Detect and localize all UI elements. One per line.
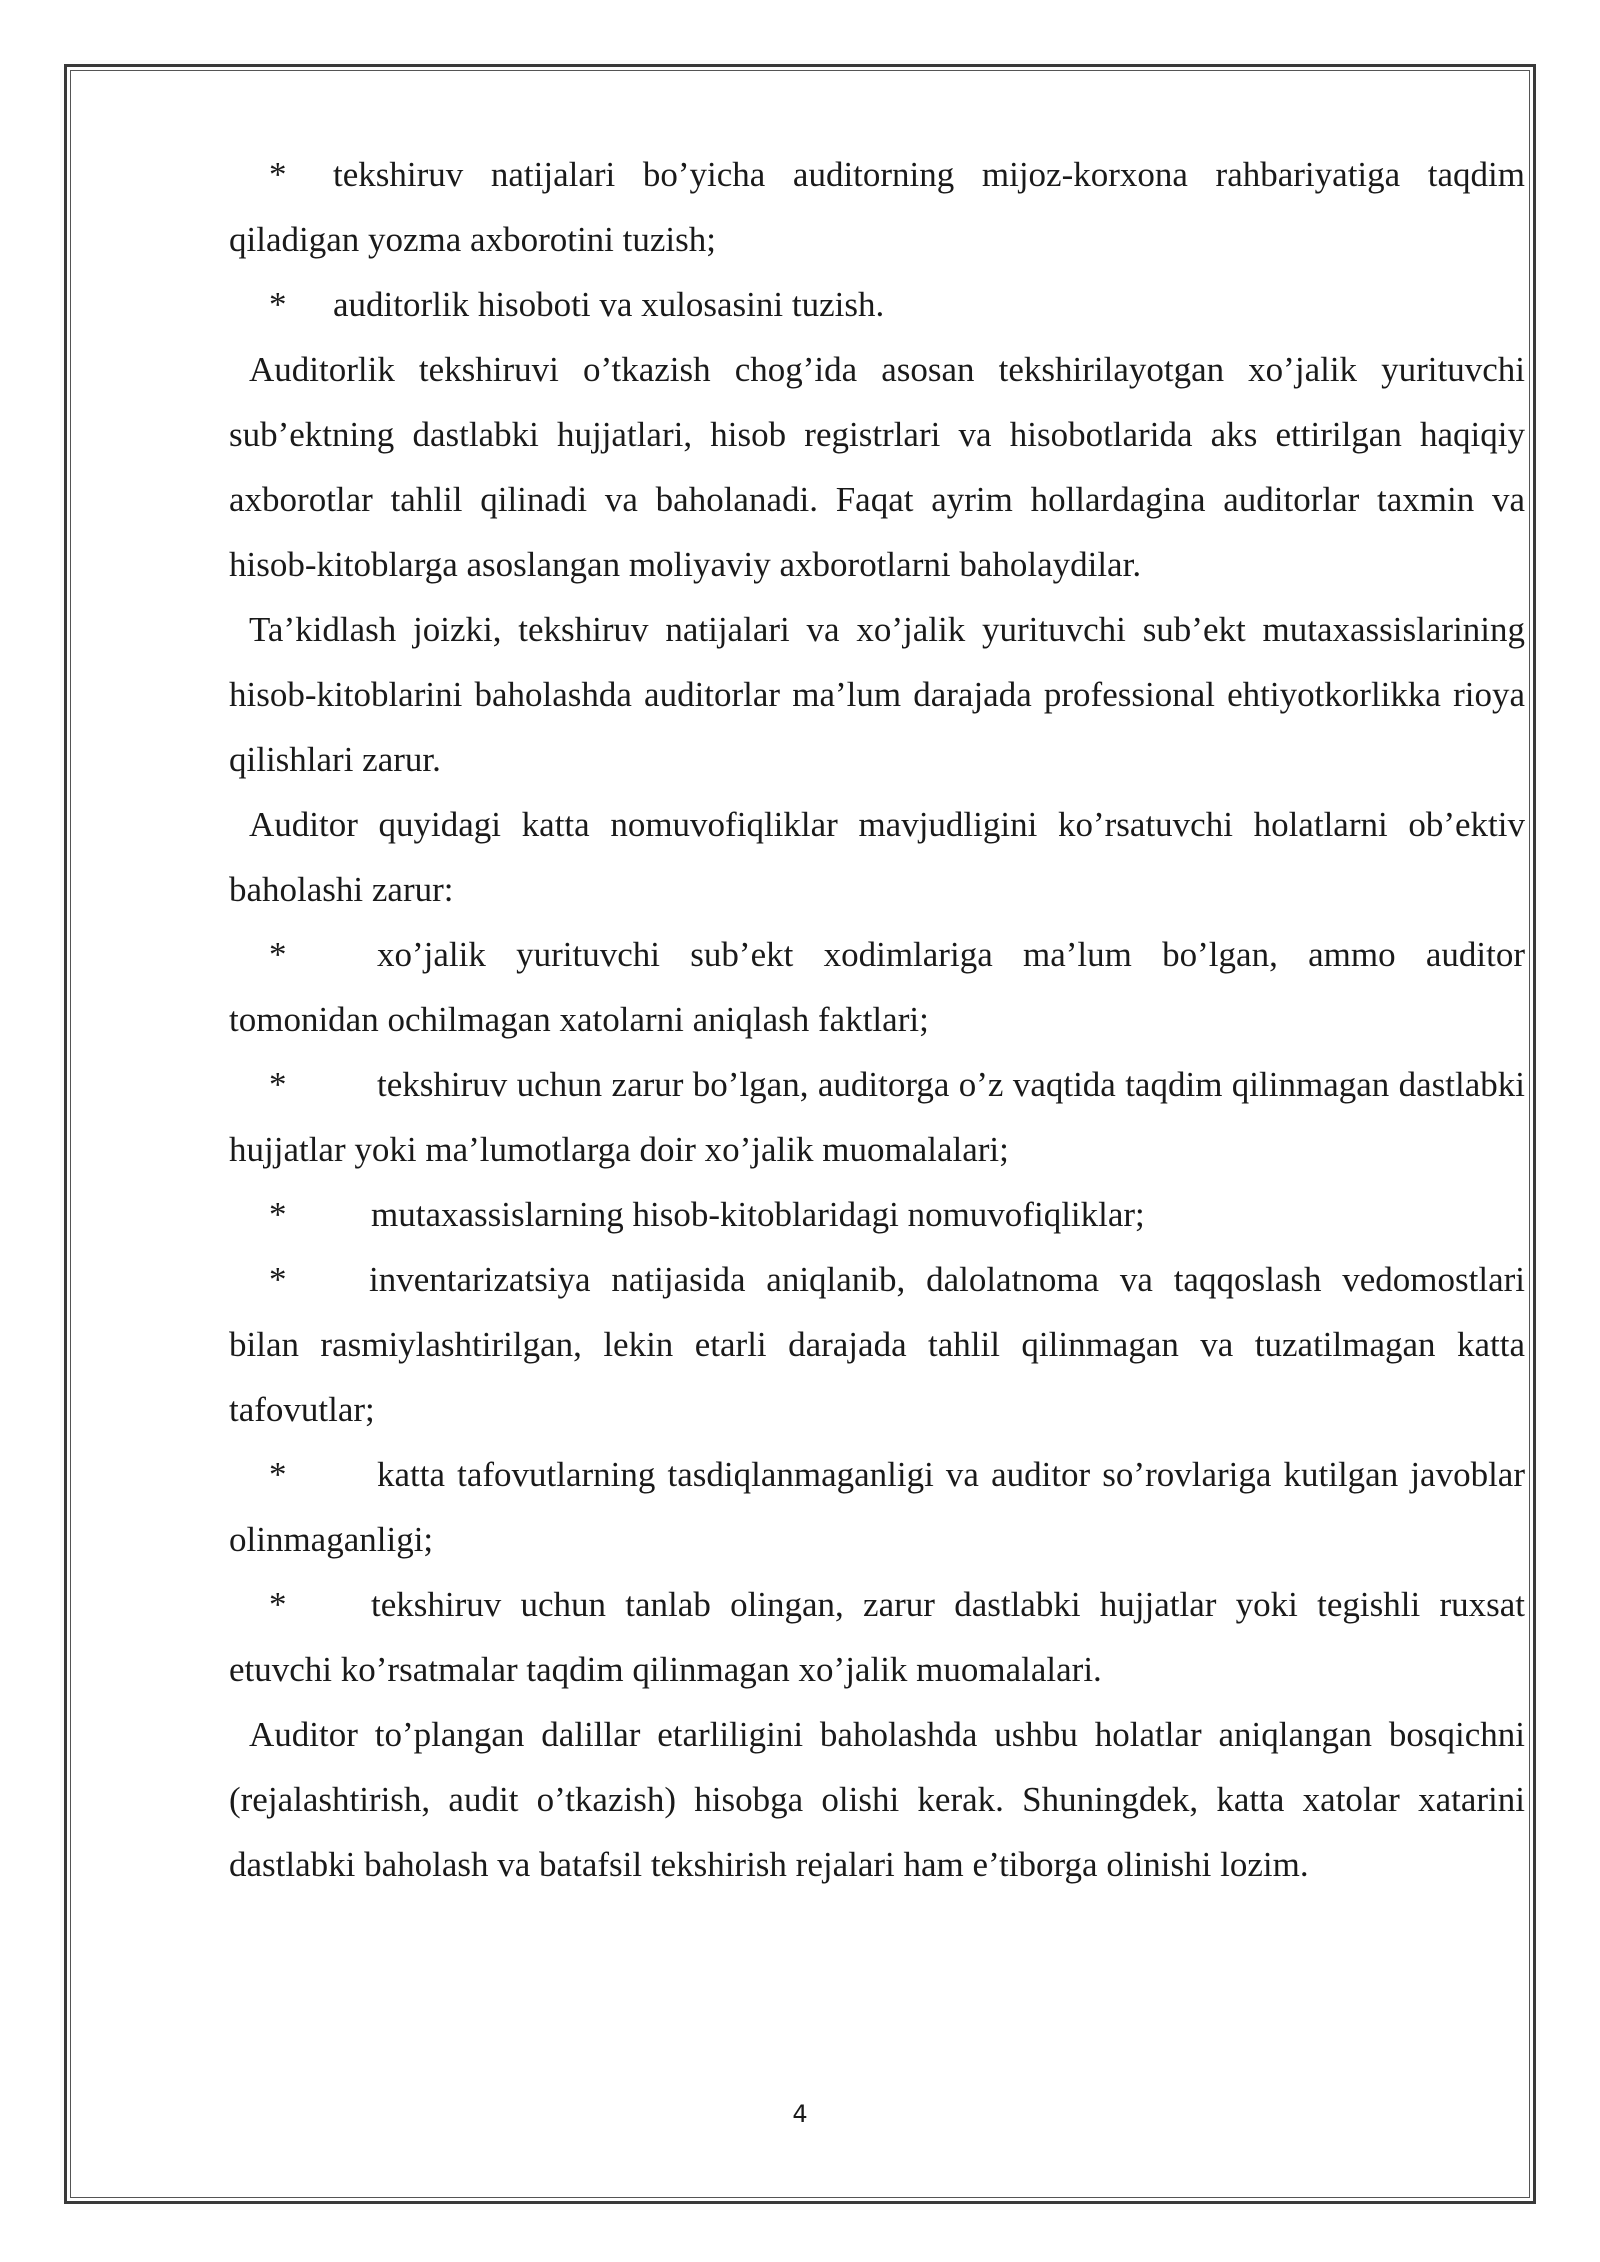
bullet-marker: * — [269, 285, 287, 324]
bullet-text: auditorlik hisoboti va xulosasini tuzish. — [333, 285, 885, 324]
bullet-item — [229, 922, 1525, 1052]
bullet-text: katta tafovutlarning tasdiqlanmaganligi va auditor so’rovlariga kutilgan javoblar olinmaganligi; — [229, 1455, 1525, 1559]
bullet-item — [229, 142, 1525, 272]
bullet-item — [229, 1442, 1525, 1572]
bullet-text: mutaxassislarning hisob-kitoblaridagi nomuvofiqliklar; — [371, 1195, 1145, 1234]
bullet-text: inventarizatsiya natijasida aniqlanib, dalolatnoma va taqqoslash vedomostlari bilan rasmiylashtirilgan, lekin etarli darajada tahlil qilinmagan va tuzatilmagan katta tafovutlar; — [229, 1260, 1525, 1429]
bullet-marker: * — [269, 935, 287, 974]
paragraph: Ta’kidlash joizki, tekshiruv natijalari va xo’jalik yurituvchi sub’ekt mutaxassislarining hisob-kitoblarini baholashda auditorlar ma’lum darajada professional ehtiyotkorlikka rioya qilishlari zarur. — [229, 610, 1525, 779]
bullet-marker: * — [269, 1195, 287, 1234]
bullet-item — [229, 1182, 1525, 1247]
document-body — [229, 142, 1525, 1897]
bullet-text: tekshiruv natijalari bo’yicha auditorning mijoz-korxona rahbariyatiga taqdim qiladigan yozma axborotini tuzish; — [229, 155, 1525, 259]
bullet-marker: * — [269, 1585, 287, 1624]
bullet-marker: * — [269, 1260, 287, 1299]
bullet-text: tekshiruv uchun zarur bo’lgan, auditorga o’z vaqtida taqdim qilinmagan dastlabki hujjatlar yoki ma’lumotlarga doir xo’jalik muomalalari; — [229, 1065, 1525, 1169]
page-number: 4 — [792, 2100, 808, 2128]
paragraph: Auditor quyidagi katta nomuvofiqliklar mavjudligini ko’rsatuvchi holatlarni ob’ektiv baholashi zarur: — [229, 805, 1525, 909]
bullet-marker: * — [269, 1065, 287, 1104]
bullet-item — [229, 1247, 1525, 1442]
bullet-item — [229, 1572, 1525, 1702]
bullet-item — [229, 272, 1525, 337]
paragraph: Auditor to’plangan dalillar etarliligini baholashda ushbu holatlar aniqlangan bosqichni (rejalashtirish, audit o’tkazish) hisobga olishi kerak. Shuningdek, katta xatolar xatarini dastlabki baholash va batafsil tekshirish rejalari ham e’tiborga olinishi lozim. — [229, 1715, 1525, 1884]
paragraph: Auditorlik tekshiruvi o’tkazish chog’ida asosan tekshirilayotgan xo’jalik yurituvchi sub’ektning dastlabki hujjatlari, hisob registrlari va hisobotlarida aks ettirilgan haqiqiy axborotlar tahlil qilinadi va baholanadi. Faqat ayrim hollardagina auditorlar taxmin va hisob-kitoblarga asoslangan moliyaviy axborotlarni baholaydilar. — [229, 350, 1525, 584]
bullet-item — [229, 1052, 1525, 1182]
bullet-text: tekshiruv uchun tanlab olingan, zarur dastlabki hujjatlar yoki tegishli ruxsat etuvchi ko’rsatmalar taqdim qilinmagan xo’jalik muomalalari. — [229, 1585, 1525, 1689]
bullet-marker: * — [269, 1455, 287, 1494]
bullet-marker: * — [269, 155, 287, 194]
bullet-text: xo’jalik yurituvchi sub’ekt xodimlariga ma’lum bo’lgan, ammo auditor tomonidan ochilmagan xatolarni aniqlash faktlari; — [229, 935, 1525, 1039]
